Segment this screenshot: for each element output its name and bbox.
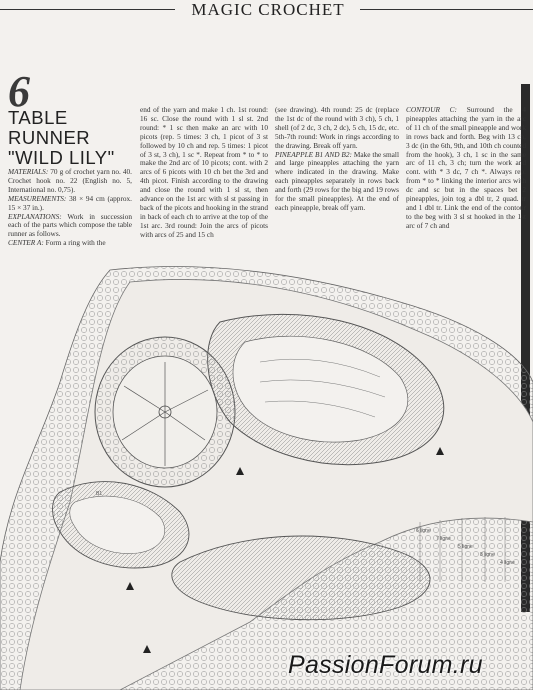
contour-text: Surround the 4 pineapples attaching the yarn in the arc of 11 ch of the small pineapple and work in rows back and forth. Beg with 13 ch, 3 dc (in the 6th, 9th, and 10th ch counted from the hook), 3 ch, 1 sc in the same arc of 11 ch, 3 ch; turn the work and cont. with * 3 dc, 7 ch *. Always rep. from * to * linking the interior arcs with dc and sc but in the spaces bet 2 pineapples, join tog a dbl tr, 2 quad. tr and 1 dbl tr. Link the end of the contour to the beg with 3 sl st hooked in the 1st arc of 7 ch and xyxy=(406,105,526,230)
center-text: Form a ring with the xyxy=(45,238,106,248)
measurements-text: 38 × 94 cm (approx. 15 × 37 in.). xyxy=(8,193,133,212)
pattern-title-line: TABLE xyxy=(8,107,68,128)
center-continued-text: end of the yarn and make 1 ch. 1st round: 16 sc. Close the round with 1 sl st. 2nd round: * 1 sc then make an arc with 10 picots (rep. 5 times: 3 ch, 1 picot of 3 st followed by 10 ch and rep. 5 times: 1 picot of 3 st, 3 ch), 1 sc *. Repeat from * to * to make the 2nd arc of 10 picots; cont. with 2 arcs of 6 picots with 10 ch bet the 3rd and 4th picot. Finish according to the drawing and close the round with 1 sl st, then advance on the 1st arc with sl st passing in back of the picots and hooking in the strand in back of each ch to arrive at the top of the 1st arc. 3rd round: Join the arcs of picots with arcs of 25 and 15 ch xyxy=(140,105,268,239)
row-label: 5 ligne xyxy=(458,544,473,550)
explanations-paragraph xyxy=(8,213,132,240)
explanations-text: Work in succession each of the parts which compose the table runner as follows. xyxy=(8,211,132,239)
page-header xyxy=(0,0,533,22)
header-rule-right xyxy=(360,9,533,10)
text-column-4 xyxy=(406,106,526,231)
pattern-title-line: "WILD LILY" xyxy=(8,147,115,168)
crochet-diagram xyxy=(0,262,533,690)
contour-label: CONTOUR C: xyxy=(406,105,457,114)
pineapple-paragraph xyxy=(275,151,399,213)
site-watermark: PassionForum.ru xyxy=(288,651,483,679)
center-label: CENTER A: xyxy=(8,238,44,248)
materials-paragraph xyxy=(8,168,132,195)
pineapple-text: Make the small and large pineapples attaching the yarn where indicated in the drawing. Make each pineapples separately in rows back and forth (29 rows for the big and 19 rows for the small pineapples). At the end of each pineapple, break off yarn. xyxy=(275,149,399,212)
measurements-label: MEASUREMENTS: xyxy=(8,193,67,203)
text-column-3 xyxy=(275,106,399,213)
row-label: 7 ligne xyxy=(436,536,451,542)
pattern-title xyxy=(8,108,136,168)
row-label: 4 ligne xyxy=(500,560,515,566)
pattern-number: 6 xyxy=(8,67,30,116)
materials-label: MATERIALS: xyxy=(8,167,49,176)
explanations-label: EXPLANATIONS: xyxy=(8,211,62,221)
text-column-1 xyxy=(8,168,132,248)
center-paragraph xyxy=(8,239,132,248)
measurements-paragraph xyxy=(8,195,132,213)
text-column-2 xyxy=(140,106,268,240)
header-rule-left xyxy=(0,9,175,10)
contour-paragraph xyxy=(406,106,526,231)
magazine-title: MAGIC CROCHET xyxy=(191,0,345,19)
row-label: 6 ligne xyxy=(416,528,431,534)
materials-text: 70 g of crochet yarn no. 40. Crochet hook no. 22 (English no. 5, International no. 0,75). xyxy=(8,167,132,194)
b1-label: B1 xyxy=(96,491,103,497)
row-label: 8 ligne xyxy=(480,552,495,558)
pineapple-label: PINEAPPLE B1 AND B2: xyxy=(275,149,352,159)
rounds-text: (see drawing). 4th round: 25 dc (replace the 1st dc of the round with 3 ch), 5 ch, 1 shell (of 2 dc, 3 ch, 2 dc), 5 ch, 15 dc, etc. 5th-7th round: Work in rings according to the drawing. Break off yarn. xyxy=(275,105,399,150)
pattern-title-line: RUNNER xyxy=(8,127,91,148)
